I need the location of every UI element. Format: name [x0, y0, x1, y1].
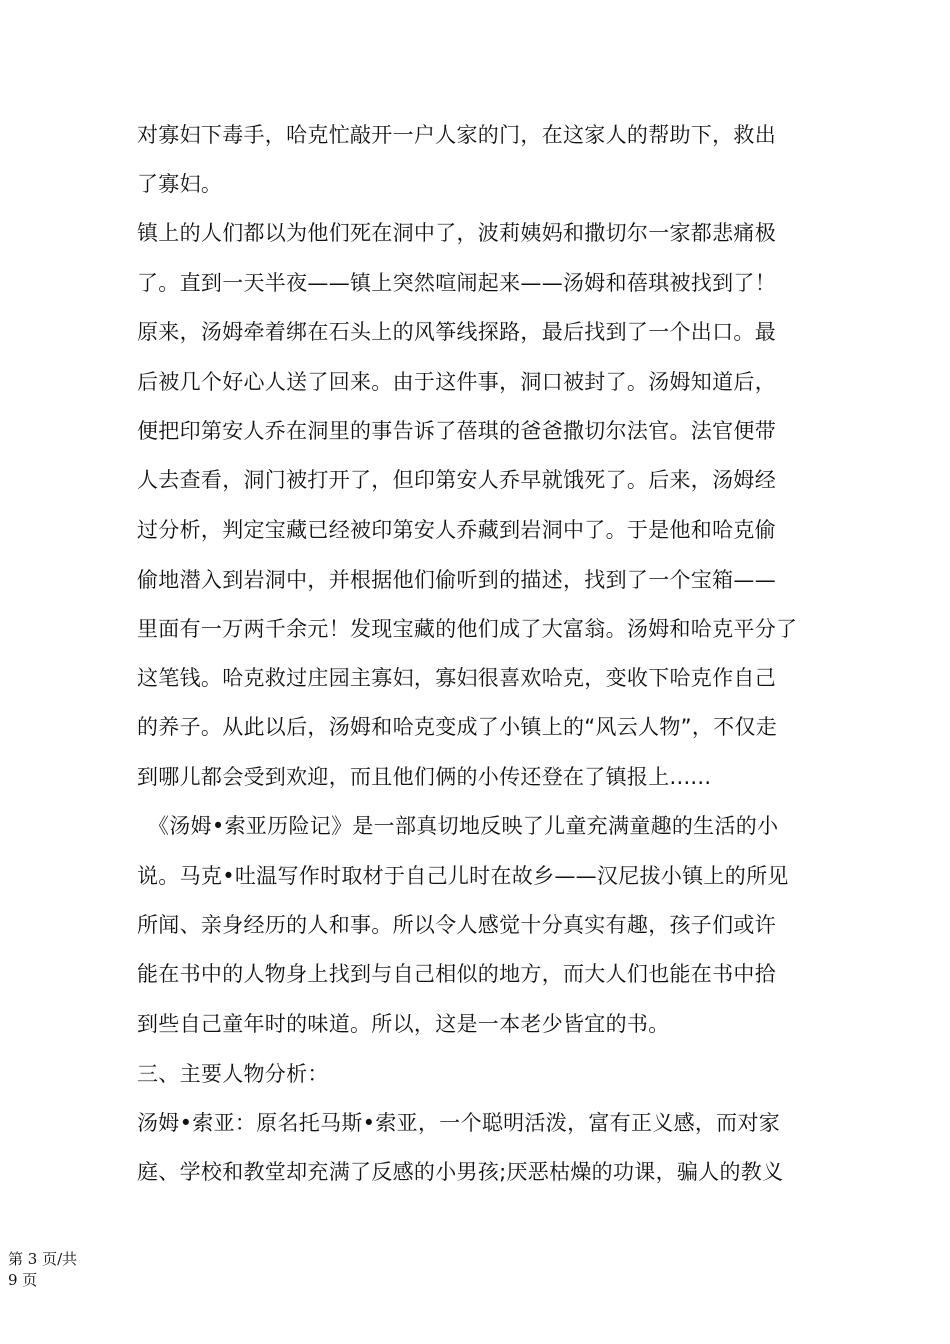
text-line: 到哪儿都会受到欢迎，而且他们俩的小传还登在了镇报上...... [137, 765, 712, 789]
text-line: 了寡妇。 [137, 172, 223, 196]
text-line: 里面有一万两千余元！发现宝藏的他们成了大富翁。汤姆和哈克平分了 [137, 617, 798, 641]
text-line: 能在书中的人物身上找到与自己相似的地方，而大人们也能在书中拾 [137, 962, 776, 986]
text-line: 原来，汤姆牵着绑在石头上的风筝线探路，最后找到了一个出口。最 [137, 320, 776, 344]
text-line: 了。直到一天半夜——镇上突然喧闹起来——汤姆和蓓琪被找到了！ [137, 271, 776, 295]
text-line: 到些自己童年时的味道。所以，这是一本老少皆宜的书。 [137, 1012, 670, 1036]
text-line: 偷地潜入到岩洞中，并根据他们偷听到的描述，找到了一个宝箱—— [137, 568, 776, 592]
text-line: 汤姆•索亚：原名托马斯•索亚，一个聪明活泼，富有正义感，而对家 [137, 1111, 781, 1135]
text-line: 的养子。从此以后，汤姆和哈克变成了小镇上的“风云人物”，不仅走 [137, 715, 778, 739]
text-line: 对寡妇下毒手，哈克忙敲开一户人家的门，在这家人的帮助下，救出 [137, 123, 776, 147]
text-line: 庭、学校和教堂却充满了反感的小男孩;厌恶枯燥的功课，骗人的教义 [137, 1160, 784, 1184]
page-number-line2: 9 页 [8, 1271, 38, 1289]
text-line: 这笔钱。哈克救过庄园主寡妇，寡妇很喜欢哈克，变收下哈克作自己 [137, 666, 776, 690]
text-line: 镇上的人们都以为他们死在洞中了，波莉姨妈和撒切尔一家都悲痛极 [137, 221, 776, 245]
section-heading: 三、主要人物分析： [137, 1062, 329, 1086]
text-line: 《汤姆•索亚历险记》是一部真切地反映了儿童充满童趣的生活的小 [148, 814, 779, 838]
page-number-line1: 第 3 页/共 [8, 1250, 78, 1268]
text-line: 过分析，判定宝藏已经被印第安人乔藏到岩洞中了。于是他和哈克偷 [137, 518, 776, 542]
text-line: 说。马克•吐温写作时取材于自己儿时在故乡——汉尼拔小镇上的所见 [137, 864, 789, 888]
text-line: 后被几个好心人送了回来。由于这件事，洞口被封了。汤姆知道后， [137, 370, 776, 394]
text-line: 所闻、亲身经历的人和事。所以令人感觉十分真实有趣，孩子们或许 [137, 913, 776, 937]
text-line: 便把印第安人乔在洞里的事告诉了蓓琪的爸爸撒切尔法官。法官便带 [137, 419, 776, 443]
text-line: 人去查看，洞门被打开了，但印第安人乔早就饿死了。后来，汤姆经 [137, 468, 776, 492]
